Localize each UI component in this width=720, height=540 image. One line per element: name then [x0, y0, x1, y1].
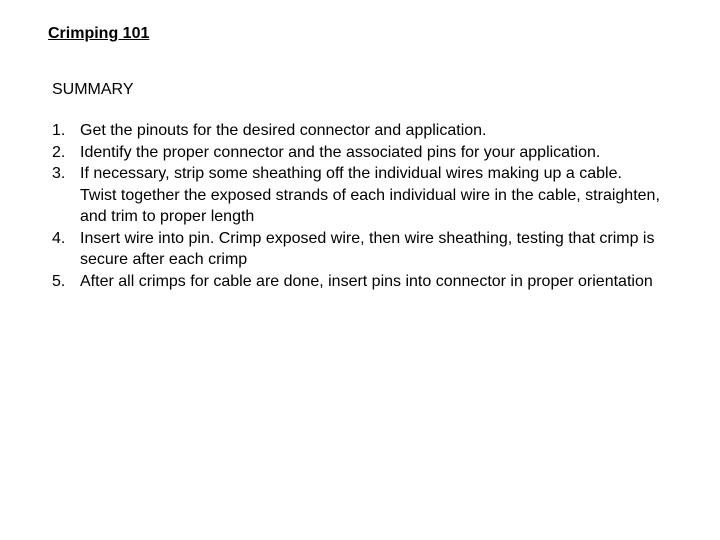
step-number: 3. — [52, 165, 66, 182]
step-number: 5. — [52, 272, 66, 290]
step-number: 4. — [52, 229, 66, 247]
step-text: Get the pinouts for the desired connector and application. — [80, 122, 487, 139]
step-text: Insert wire into pin. Crimp exposed wire, then wire sheathing, testing that crimp is secure after each crimp — [80, 229, 655, 268]
list-item — [52, 271, 662, 293]
steps-list — [52, 120, 662, 292]
page-title: Crimping 101 — [48, 25, 150, 42]
step-text: After all crimps for cable are done, insert pins into connector in proper orientation — [80, 272, 653, 290]
list-item — [52, 163, 662, 228]
step-text: If necessary, strip some sheathing off the individual wires making up a cable. Twist together the exposed strands of each individual wire in the cable, straighten, and trim to proper length — [80, 165, 660, 225]
step-number: 1. — [52, 122, 66, 139]
list-item — [52, 228, 662, 271]
summary-heading: SUMMARY — [52, 81, 134, 98]
step-text: Identify the proper connector and the associated pins for your application. — [80, 143, 601, 161]
list-item — [52, 120, 662, 142]
step-number: 2. — [52, 143, 66, 161]
list-item — [52, 142, 662, 164]
